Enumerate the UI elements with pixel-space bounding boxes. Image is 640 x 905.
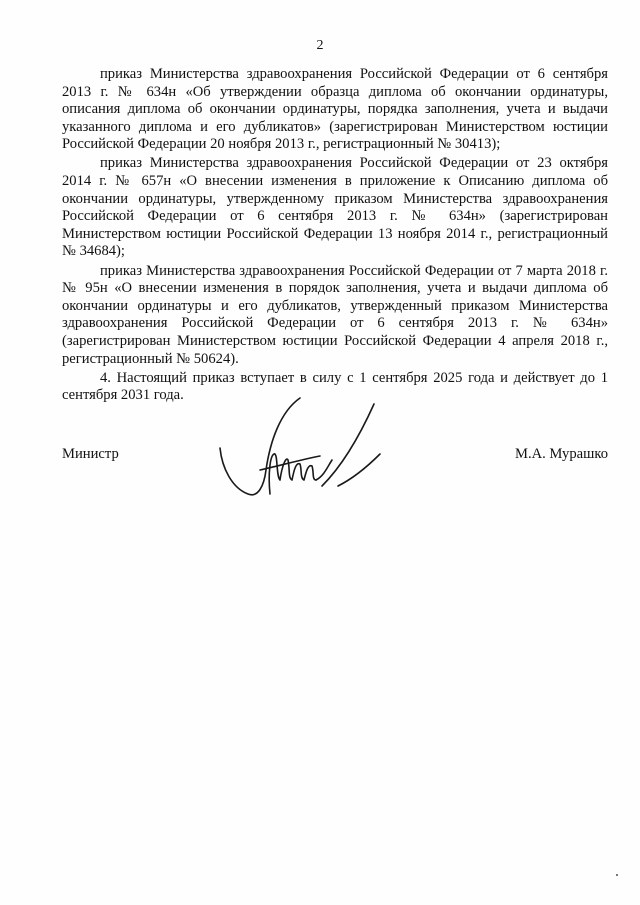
document-body bbox=[62, 66, 608, 406]
paragraph-order-95n: приказ Министерства здравоохранения Российской Федерации от 7 марта 2018 г. № 95н «О внесении изменения в порядок заполнения, учета и выдачи диплома об окончании ординатуры и его дубликатов, утвержденный приказом Министерства здравоохранения Российской Федерации от 6 сентября 2013 г. № 634н» (зарегистрирован Министерством юстиции Российской Федерации 4 апреля 2018 г., регистрационный № 50624). bbox=[62, 262, 608, 367]
signer-title: Министр bbox=[62, 446, 119, 462]
signer-name: М.А. Мурашко bbox=[514, 446, 608, 462]
handwritten-signature bbox=[208, 390, 388, 510]
page-number: 2 bbox=[316, 38, 324, 53]
paragraph-effective-date: 4. Настоящий приказ вступает в силу с 1 сентября 2025 года и действует до 1 сентября 2031 года. bbox=[62, 369, 608, 404]
scan-speck bbox=[616, 874, 618, 876]
signature-drawing bbox=[208, 390, 388, 510]
paragraph-order-657n: приказ Министерства здравоохранения Российской Федерации от 23 октября 2014 г. № 657н «О внесении изменения в приложение к Описанию диплома об окончании ординатуры, утвержденному приказом Министерства здравоохранения Российской Федерации от 6 сентября 2013 г. № 634н» (зарегистрирован Министерством юстиции Российской Федерации 13 ноября 2014 г., регистрационный № 34684); bbox=[62, 155, 608, 260]
paragraph-order-634n: приказ Министерства здравоохранения Российской Федерации от 6 сентября 2013 г. № 634н «Об утверждении образца диплома об окончании ординатуры, описания диплома об окончании ординатуры, порядка заполнения, учета и выдачи указанного диплома и его дубликатов» (зарегистрирован Министерством юстиции Российской Федерации 20 ноября 2013 г., регистрационный № 30413); bbox=[62, 66, 608, 153]
